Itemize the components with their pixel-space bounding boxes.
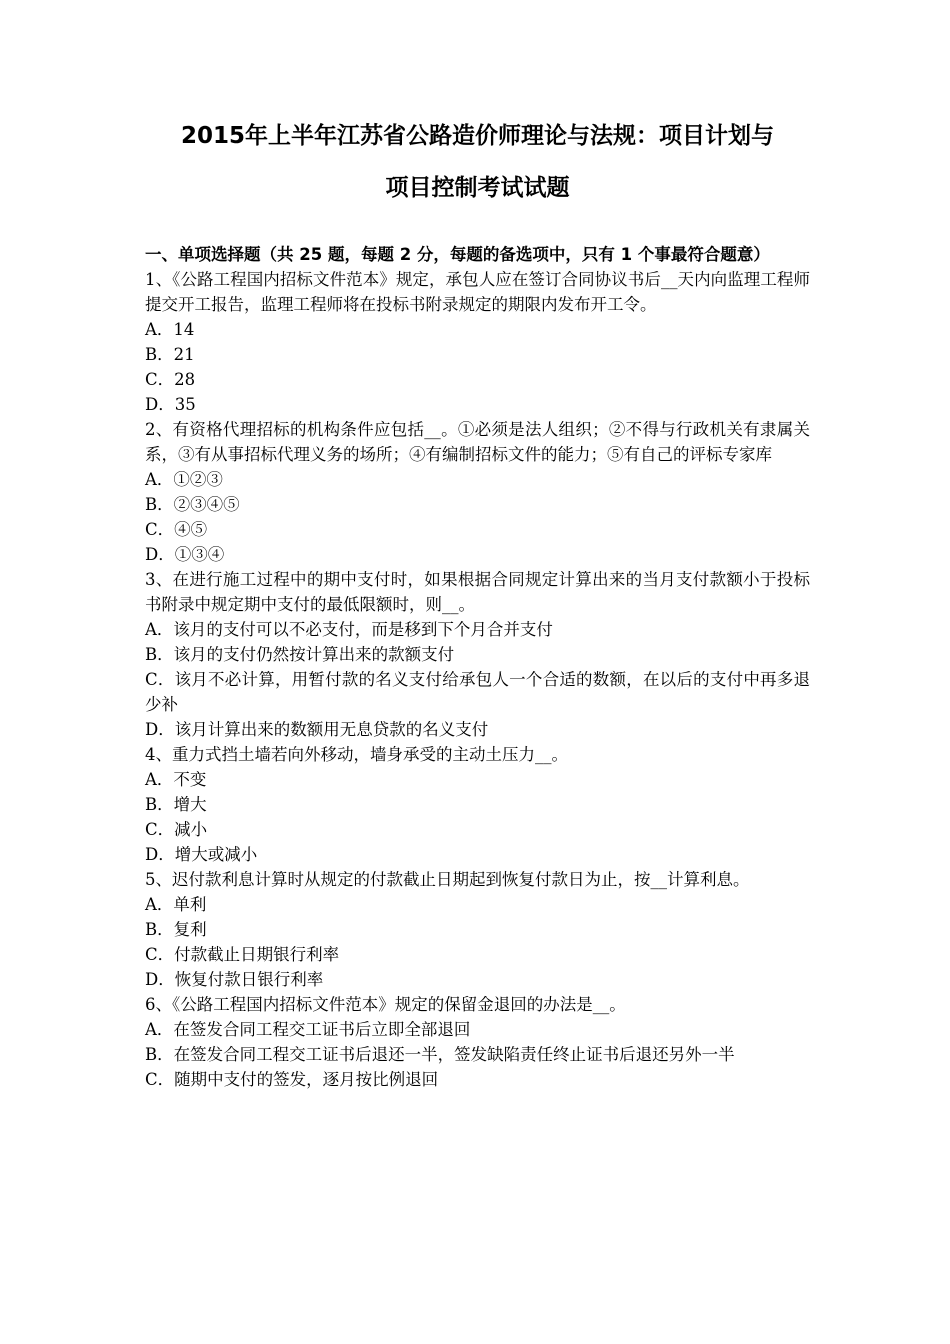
- question-1: [145, 267, 810, 417]
- option-list: [145, 767, 810, 867]
- option-a: A．①②③: [145, 470, 223, 489]
- question-stem: 2、有资格代理招标的机构条件应包括__。①必须是法人组织；②不得与行政机关有隶属关系，③有从事招标代理义务的场所；④有编制招标文件的能力；⑤有自己的评标专家库: [145, 420, 810, 464]
- document-title-line-2: 项目控制考试试题: [385, 175, 570, 201]
- option-list: [145, 1017, 810, 1092]
- option-a: A．单利: [145, 895, 207, 914]
- question-stem: 5、迟付款利息计算时从规定的付款截止日期起到恢复付款日为止，按__计算利息。: [145, 870, 750, 889]
- option-c: C．28: [145, 370, 196, 389]
- question-2: [145, 417, 810, 567]
- question-stem: 6、《公路工程国内招标文件范本》规定的保留金退回的办法是__。: [145, 995, 626, 1014]
- question-6: [145, 992, 810, 1092]
- option-b: B．在签发合同工程交工证书后退还一半，签发缺陷责任终止证书后退还另外一半: [145, 1045, 735, 1064]
- option-b: B．增大: [145, 795, 207, 814]
- question-5: [145, 867, 810, 992]
- question-stem: 1、《公路工程国内招标文件范本》规定，承包人应在签订合同协议书后__天内向监理工程师提交开工报告，监理工程师将在投标书附录规定的期限内发布开工令。: [145, 270, 810, 314]
- question-stem: 4、重力式挡土墙若向外移动，墙身承受的主动土压力__。: [145, 745, 568, 764]
- option-d: D．该月计算出来的数额用无息贷款的名义支付: [145, 720, 489, 739]
- question-3: [145, 567, 810, 742]
- option-a: A．该月的支付可以不必支付，而是移到下个月合并支付: [145, 620, 553, 639]
- option-b: B．②③④⑤: [145, 495, 240, 514]
- option-d: D．增大或减小: [145, 845, 258, 864]
- option-d: D．①③④: [145, 545, 225, 564]
- option-a: A．在签发合同工程交工证书后立即全部退回: [145, 1020, 471, 1039]
- document-page: [145, 110, 810, 1092]
- option-list: [145, 617, 810, 742]
- option-b: B．复利: [145, 920, 207, 939]
- option-list: [145, 467, 810, 567]
- option-c: C．随期中支付的签发，逐月按比例退回: [145, 1070, 439, 1089]
- option-d: D．35: [145, 395, 196, 414]
- section-heading: 一、单项选择题（共 25 题，每题 2 分，每题的备选项中，只有 1 个事最符合题意）: [145, 245, 770, 264]
- option-list: [145, 892, 810, 992]
- option-b: B．21: [145, 345, 195, 364]
- question-list: [145, 267, 810, 1092]
- option-c: C．④⑤: [145, 520, 208, 539]
- document-title-line-1: 2015年上半年江苏省公路造价师理论与法规：项目计划与: [180, 123, 774, 149]
- option-b: B．该月的支付仍然按计算出来的款额支付: [145, 645, 455, 664]
- question-4: [145, 742, 810, 867]
- option-a: A．14: [145, 320, 195, 339]
- document-title: [145, 110, 810, 214]
- option-c: C．减小: [145, 820, 208, 839]
- option-a: A．不变: [145, 770, 207, 789]
- option-c: C．付款截止日期银行利率: [145, 945, 340, 964]
- option-c: C．该月不必计算，用暂付款的名义支付给承包人一个合适的数额，在以后的支付中再多退少补: [145, 670, 810, 714]
- option-list: [145, 317, 810, 417]
- question-stem: 3、在进行施工过程中的期中支付时，如果根据合同规定计算出来的当月支付款额小于投标书附录中规定期中支付的最低限额时，则__。: [145, 570, 810, 614]
- option-d: D．恢复付款日银行利率: [145, 970, 324, 989]
